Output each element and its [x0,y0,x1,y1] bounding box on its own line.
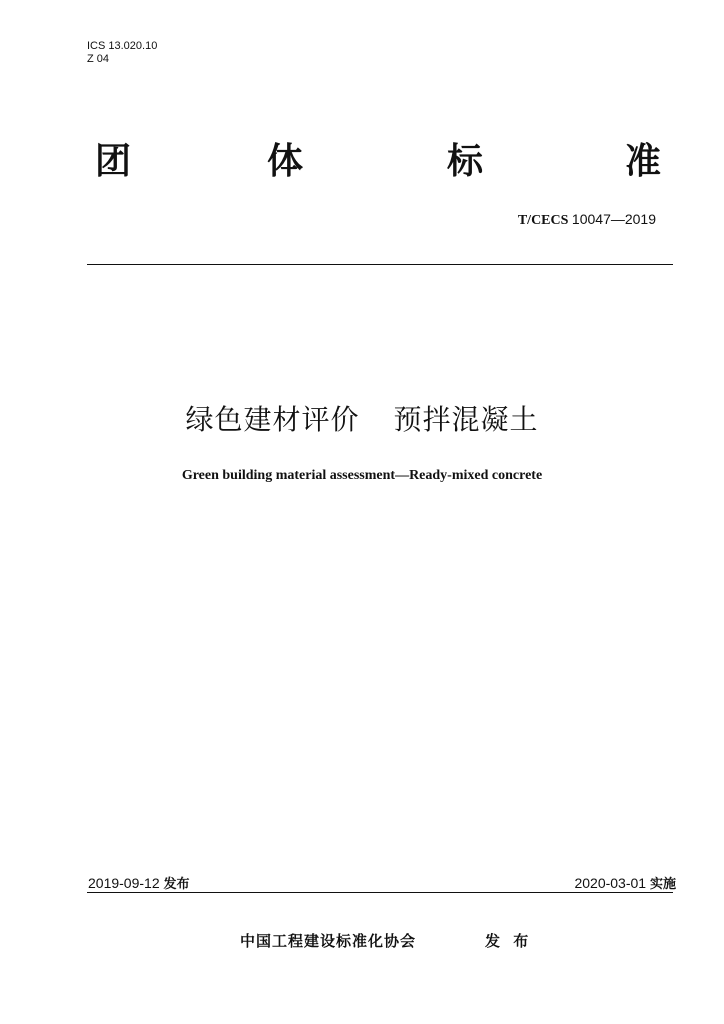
standard-code-number: 10047—2019 [571,211,656,227]
title-english: Green building material assessment—Ready-mixed concrete [181,468,543,483]
standard-type-char: 团 [95,141,132,182]
title-chinese-part2: 预拌混凝土 [393,403,539,436]
publisher-name: 中国工程建设标准化协会 [240,932,417,950]
publish-label: 发 布 [485,932,533,950]
implement-date [574,873,676,892]
implement-date-label: 实施 [649,877,676,892]
standard-type-heading [90,140,670,190]
implement-date-value: 2020-03-01 [574,875,647,891]
issue-date-value: 2019-09-12 [88,875,160,891]
standard-type-char: 标 [447,141,484,182]
title-chinese [0,398,724,438]
bottom-divider [87,892,673,893]
ccs-code: Z 04 [87,53,110,65]
standard-type-char: 准 [625,141,662,182]
title-chinese-part1: 绿色建材评价 [185,403,360,436]
issue-date [88,873,190,892]
standard-code [518,211,656,229]
ics-code: ICS 13.020.10 [87,40,158,52]
standard-type-char: 体 [267,141,304,182]
standard-code-prefix: T/CECS [517,213,569,228]
top-divider [87,264,673,265]
issue-date-label: 发布 [163,877,190,892]
